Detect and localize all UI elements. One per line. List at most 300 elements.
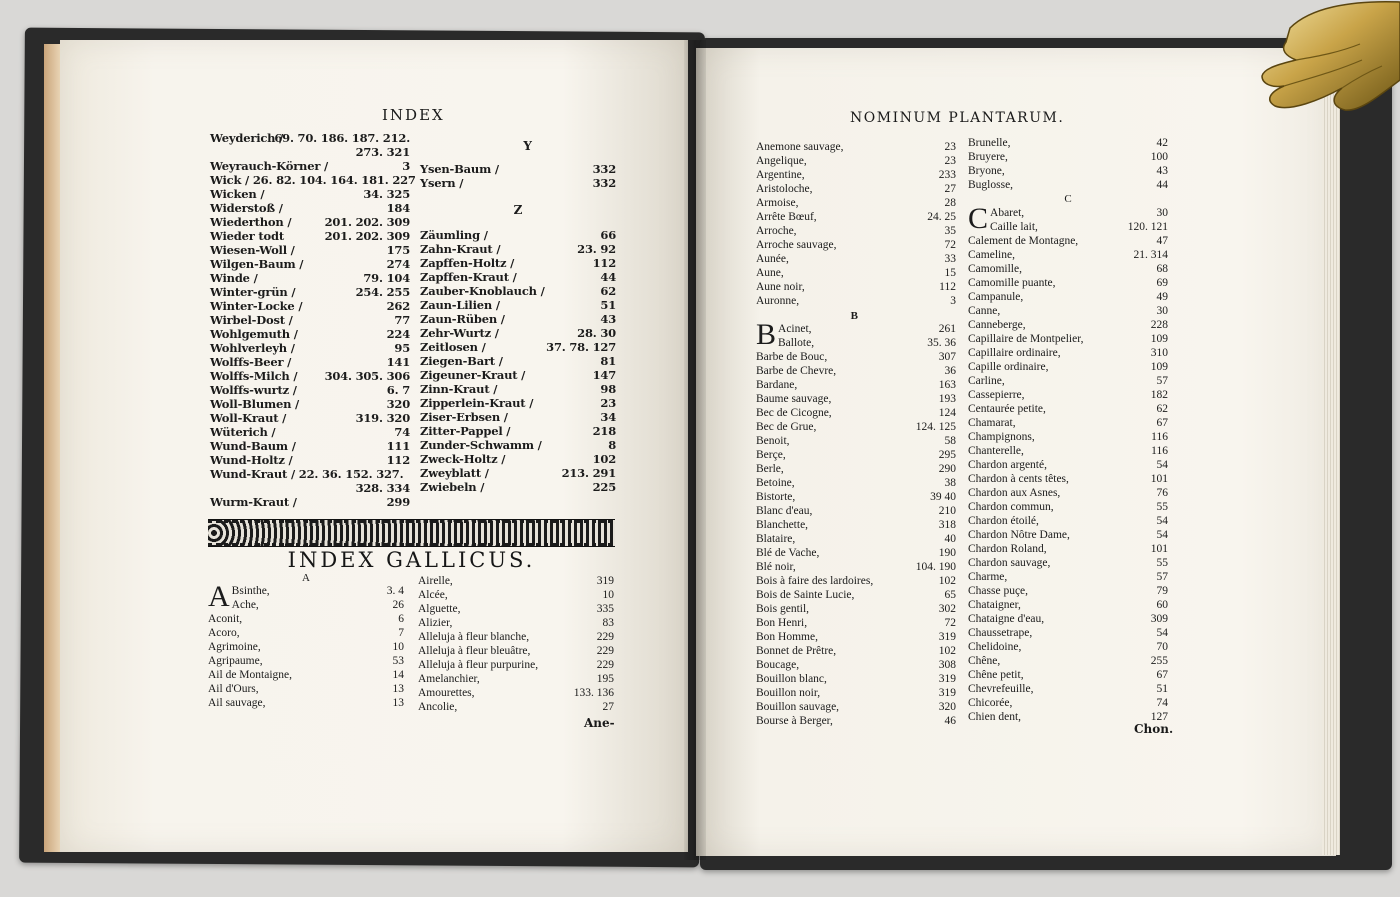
entry-term: Zapffen-Holtz /: [420, 256, 515, 270]
index-entry: [756, 140, 956, 154]
entry-page-number: 38: [944, 477, 956, 489]
index-entry: [968, 472, 1168, 486]
entry-page-number: 51: [600, 298, 616, 312]
entry-term: Zweyblatt /: [420, 466, 489, 480]
entry-page-number: 30: [1156, 207, 1168, 219]
entry-term: Zweck-Holtz /: [420, 452, 506, 466]
index-entry: [210, 173, 416, 187]
entry-page-number: 6: [398, 613, 404, 625]
entry-page-number: 47: [1156, 235, 1168, 247]
entry-term: Argentine,: [756, 169, 805, 181]
entry-page-number: 109: [1150, 333, 1168, 345]
entry-term: Canneberge,: [968, 319, 1026, 331]
entry-term: Chasse puçe,: [968, 585, 1029, 597]
index-entry: [420, 162, 616, 176]
index-entry: [420, 368, 616, 382]
entry-page-number: 213. 291: [561, 466, 616, 480]
index-entry: [420, 354, 616, 368]
entry-term: Boucage,: [756, 659, 800, 671]
entry-page-number: 23: [600, 396, 616, 410]
entry-page-number: 69. 70. 186. 187. 212.: [274, 131, 410, 145]
entry-page-number: 124. 125: [915, 421, 956, 433]
entry-page-number: 23. 92: [577, 242, 616, 256]
entry-term: Wolffs-wurtz /: [210, 383, 297, 397]
entry-term: Carline,: [968, 375, 1005, 387]
index-entry: [418, 686, 614, 700]
entry-term: Amelanchier,: [418, 673, 480, 685]
entry-page-number: 7: [398, 627, 404, 639]
entry-page-number: 35: [944, 225, 956, 237]
entry-page-number: 299: [386, 495, 410, 509]
french-a-entries: [756, 140, 956, 308]
entry-page-number: 58: [944, 435, 956, 447]
entry-page-number: 28: [944, 197, 956, 209]
entry-term: Wohlgemuth /: [210, 327, 298, 341]
entry-term: Barbe de Chevre,: [756, 365, 837, 377]
index-entry: [968, 346, 1168, 360]
index-entry: [756, 518, 956, 532]
entry-page-number: 39 40: [930, 491, 956, 503]
index-entry: [756, 462, 956, 476]
entry-term: Betoine,: [756, 477, 795, 489]
entry-term: Calement de Montagne,: [968, 235, 1079, 247]
entry-term: Chardon étoilé,: [968, 515, 1039, 527]
entry-page-number: 104. 190: [915, 561, 956, 573]
index-entry: [968, 150, 1168, 164]
entry-page-number: 44: [1156, 179, 1168, 191]
index-entry: [968, 528, 1168, 542]
entry-page-number: 102: [938, 645, 956, 657]
entry-term: Wohlverleyh /: [210, 341, 295, 355]
index-entry: [968, 570, 1168, 584]
entry-term: Capillaire ordinaire,: [968, 347, 1061, 359]
entry-term: Bouillon blanc,: [756, 673, 827, 685]
index-gallicus-title: INDEX GALLICUS.: [287, 548, 536, 572]
entry-term: Wüterich /: [210, 425, 276, 439]
entry-page-number: 15: [944, 267, 956, 279]
entry-page-number: 225: [592, 480, 616, 494]
index-entry: [756, 252, 956, 266]
entry-page-number: 228: [1150, 319, 1168, 331]
entry-term: Zwiebeln /: [420, 480, 485, 494]
index-entry: [756, 406, 956, 420]
entry-page-number: 229: [596, 631, 614, 643]
index-entry: [210, 411, 410, 425]
entry-page-number: 74: [394, 425, 410, 439]
entry-page-number: 124: [938, 407, 956, 419]
entry-page-number: 141: [386, 355, 410, 369]
entry-term: Chicorée,: [968, 697, 1013, 709]
entry-page-number: 184: [386, 201, 410, 215]
index-entry: [968, 402, 1168, 416]
drop-capital: A: [208, 580, 230, 613]
entry-page-number: 69: [1156, 277, 1168, 289]
index-entry: [968, 444, 1168, 458]
index-entry: [968, 136, 1168, 150]
index-entry: [420, 340, 616, 354]
index-entry: [420, 438, 616, 452]
entry-term: Zaun-Rüben /: [420, 312, 505, 326]
entry-term: Chardon Nôtre Dame,: [968, 529, 1070, 541]
entry-term: Zahn-Kraut /: [420, 242, 501, 256]
entry-page-number: 54: [1156, 627, 1168, 639]
entry-page-number: 109: [1150, 361, 1168, 373]
entry-page-number: 332: [592, 162, 616, 176]
entry-term: Bois gentil,: [756, 603, 810, 615]
french-c-entries: [968, 202, 1168, 724]
index-entry: [756, 350, 956, 364]
entry-term: Chardon Roland,: [968, 543, 1047, 555]
index-entry: [420, 396, 616, 410]
entry-term: Wund-Baum /: [210, 439, 296, 453]
index-entry: [756, 154, 956, 168]
entry-term: Capille ordinaire,: [968, 361, 1049, 373]
entry-term: Chardon à cents têtes,: [968, 473, 1069, 485]
index-entry: [210, 467, 410, 481]
entry-term: Acoro,: [208, 627, 240, 639]
entry-page-number: 116: [1151, 431, 1168, 443]
index-entry: [756, 434, 956, 448]
entry-term: Winde /: [210, 271, 258, 285]
entry-term: Wicken /: [210, 187, 265, 201]
index-entry: [968, 626, 1168, 640]
index-entry: [210, 243, 410, 257]
letter-heading-z: Z: [513, 203, 523, 217]
entry-term: Ail sauvage,: [208, 697, 266, 709]
entry-term: Ballote,: [778, 337, 815, 349]
index-entry: [208, 682, 404, 696]
entry-term: Berçe,: [756, 449, 786, 461]
index-entry: [756, 686, 956, 700]
entry-term: Alleluja à fleur bleuâtre,: [418, 645, 531, 657]
index-entry: [756, 378, 956, 392]
ornamental-border: [208, 519, 615, 547]
index-entry: [420, 256, 616, 270]
entry-term: Wilgen-Baum /: [210, 257, 304, 271]
entry-term: Woll-Blumen /: [210, 397, 300, 411]
index-entry: [756, 182, 956, 196]
index-entry: [756, 616, 956, 630]
entry-term: Chaussetrape,: [968, 627, 1033, 639]
entry-page-number: 49: [1156, 291, 1168, 303]
entry-term: Bistorte,: [756, 491, 796, 503]
entry-term: Winter-Locke /: [210, 299, 303, 313]
entry-term: Blanchette,: [756, 519, 809, 531]
index-entry: [756, 238, 956, 252]
entry-page-number: 112: [386, 453, 410, 467]
index-entry: [420, 176, 616, 190]
index-entry: [210, 131, 410, 145]
entry-page-number: 43: [1156, 165, 1168, 177]
entry-page-number: 262: [386, 299, 410, 313]
entry-term: Bonnet de Prêtre,: [756, 645, 837, 657]
entry-page-number: 163: [938, 379, 956, 391]
entry-page-number: 76: [1156, 487, 1168, 499]
index-entry: [968, 248, 1168, 262]
entry-page-number: 102: [592, 452, 616, 466]
entry-page-number: 309: [1150, 613, 1168, 625]
entry-page-number: 67: [1156, 669, 1168, 681]
entry-term: Widerstoß /: [210, 201, 283, 215]
index-entry: [420, 284, 616, 298]
index-entry: [420, 424, 616, 438]
index-entry: [968, 430, 1168, 444]
entry-page-number: 98: [600, 382, 616, 396]
entry-term: Bon Henri,: [756, 617, 808, 629]
letter-heading-c: C: [1064, 193, 1072, 205]
entry-page-number: 44: [600, 270, 616, 284]
entry-page-number: 193: [938, 393, 956, 405]
entry-page-number: 127: [1150, 711, 1168, 723]
entry-term: Alcée,: [418, 589, 448, 601]
entry-page-number: 6. 7: [386, 383, 410, 397]
entry-page-number: 112: [939, 281, 956, 293]
entry-term: Ysen-Baum /: [420, 162, 499, 176]
index-entry: [756, 714, 956, 728]
entry-page-number: 79. 104: [363, 271, 410, 285]
entry-term: Weyrauch-Körner /: [210, 159, 328, 173]
entry-page-number: 81: [600, 354, 616, 368]
index-entry: [756, 560, 956, 574]
index-entry: [968, 542, 1168, 556]
index-entry: [210, 439, 410, 453]
entry-term: Amourettes,: [418, 687, 475, 699]
entry-page-number: 13: [392, 697, 404, 709]
index-entry: [418, 588, 614, 602]
entry-term: Ail de Montaigne,: [208, 669, 292, 681]
index-entry: [420, 298, 616, 312]
entry-term: Ziser-Erbsen /: [420, 410, 508, 424]
entry-page-number: 274: [386, 257, 410, 271]
entry-page-number: 10: [602, 589, 614, 601]
index-entry: [756, 476, 956, 490]
index-entry: [208, 612, 404, 626]
index-entry: [968, 612, 1168, 626]
entry-page-number: 328. 334: [355, 481, 410, 495]
entry-term: Zigeuner-Kraut /: [420, 368, 526, 382]
index-entry: [210, 215, 410, 229]
entry-term: Bsinthe,: [231, 585, 270, 597]
index-entry: [756, 448, 956, 462]
drop-capital: B: [756, 318, 777, 351]
index-entry: [968, 332, 1168, 346]
index-entry: [208, 626, 404, 640]
entry-term: Arroche sauvage,: [756, 239, 837, 251]
index-entry: [210, 313, 410, 327]
index-entry: [210, 327, 410, 341]
index-entry: [756, 630, 956, 644]
entry-term: Alizier,: [418, 617, 453, 629]
entry-page-number: 224: [386, 327, 410, 341]
index-entry: [418, 672, 614, 686]
entry-page-number: 27: [602, 701, 614, 713]
index-entry: [418, 574, 614, 588]
index-entry: [210, 369, 410, 383]
entry-page-number: 3: [950, 295, 956, 307]
index-entry: [756, 168, 956, 182]
index-entry: [968, 696, 1168, 710]
index-entry: [208, 668, 404, 682]
entry-term: Chataigner,: [968, 599, 1021, 611]
index-entry: [968, 654, 1168, 668]
index-entry: [968, 486, 1168, 500]
entry-term: Ancolie,: [418, 701, 458, 713]
index-entry: [968, 178, 1168, 192]
entry-page-number: 34. 325: [363, 187, 410, 201]
index-entry: [756, 700, 956, 714]
index-entry: [420, 466, 616, 480]
index-entry: [968, 584, 1168, 598]
entry-page-number: 229: [596, 659, 614, 671]
entry-page-number: 201. 202. 309: [324, 215, 410, 229]
entry-term: Chien dent,: [968, 711, 1022, 723]
entry-page-number: 233: [938, 169, 956, 181]
entry-term: Ail d'Ours,: [208, 683, 259, 695]
entry-page-number: 54: [1156, 459, 1168, 471]
entry-page-number: 60: [1156, 599, 1168, 611]
index-entry: [968, 360, 1168, 374]
index-entry: [420, 452, 616, 466]
index-entry: [756, 490, 956, 504]
entry-term: Caille lait,: [990, 221, 1038, 233]
catchword-left: Ane-: [584, 716, 615, 730]
entry-term: Aune noir,: [756, 281, 805, 293]
index-entry: [756, 602, 956, 616]
entry-term: Arroche,: [756, 225, 797, 237]
entry-page-number: 55: [1156, 501, 1168, 513]
index-entry: [756, 644, 956, 658]
index-entry: [420, 410, 616, 424]
entry-page-number: 53: [392, 655, 404, 667]
entry-page-number: 57: [1156, 571, 1168, 583]
letter-heading-y: Y: [523, 139, 532, 153]
entry-term: Chanterelle,: [968, 445, 1024, 457]
index-entry: [418, 602, 614, 616]
index-entry: [968, 304, 1168, 318]
running-head-left: INDEX: [382, 106, 445, 124]
entry-term: Weyderich /: [210, 131, 284, 145]
entry-page-number: 335: [596, 603, 614, 615]
entry-page-number: 23: [944, 155, 956, 167]
entry-term: Wolffs-Milch /: [210, 369, 298, 383]
entry-page-number: 175: [386, 243, 410, 257]
entry-term: Champignons,: [968, 431, 1035, 443]
index-entry: [210, 271, 410, 285]
index-entry: [420, 312, 616, 326]
index-entry: [210, 145, 410, 159]
entry-term: Bruyere,: [968, 151, 1008, 163]
page-edge-left: [44, 44, 60, 852]
entry-page-number: 77: [394, 313, 410, 327]
index-entry: [968, 682, 1168, 696]
entry-page-number: 54: [1156, 515, 1168, 527]
french-column-1: [756, 140, 956, 728]
entry-term: Aunée,: [756, 253, 789, 265]
entry-page-number: 43: [600, 312, 616, 326]
index-entry: [420, 242, 616, 256]
entry-page-number: 35. 36: [927, 337, 956, 349]
entry-term: Wund-Holtz /: [210, 453, 293, 467]
index-entry: [210, 341, 410, 355]
index-entry: [210, 159, 410, 173]
entry-term: Brunelle,: [968, 137, 1011, 149]
entry-term: Blanc d'eau,: [756, 505, 813, 517]
entry-page-number: 3: [402, 159, 410, 173]
entry-term: Bourse à Berger,: [756, 715, 833, 727]
entry-term: Agripaume,: [208, 655, 263, 667]
entry-page-number: 210: [938, 505, 956, 517]
entry-page-number: 67: [1156, 417, 1168, 429]
index-entry: [208, 598, 404, 612]
index-entry: [756, 280, 956, 294]
german-index-column-2: [420, 138, 616, 494]
entry-term: Chamarat,: [968, 417, 1016, 429]
entry-term: Chardon aux Asnes,: [968, 487, 1061, 499]
entry-term: Cassepierre,: [968, 389, 1025, 401]
entry-page-number: 195: [596, 673, 614, 685]
entry-term: Buglosse,: [968, 179, 1014, 191]
entry-term: Ziegen-Bart /: [420, 354, 503, 368]
entry-page-number: 273. 321: [355, 145, 410, 159]
entry-term: Chelidoine,: [968, 641, 1022, 653]
entry-term: Airelle,: [418, 575, 453, 587]
entry-page-number: 319. 320: [355, 411, 410, 425]
german-index-column-1: [210, 131, 416, 509]
index-entry: [420, 382, 616, 396]
entry-term: Wieder todt: [210, 229, 284, 243]
entry-page-number: 28. 30: [577, 326, 616, 340]
entry-page-number: 254. 255: [355, 285, 410, 299]
index-entry: [418, 644, 614, 658]
index-entry: [756, 364, 956, 378]
entry-term: Abaret,: [990, 207, 1025, 219]
entry-page-number: 295: [938, 449, 956, 461]
entry-page-number: 36: [944, 365, 956, 377]
brass-hand-clip: [1250, 0, 1400, 120]
entry-page-number: 182: [1150, 389, 1168, 401]
entry-term: Wund-Kraut / 22. 36. 152. 327.: [210, 467, 404, 481]
entry-term: Chardon argenté,: [968, 459, 1047, 471]
entry-page-number: 116: [1151, 445, 1168, 457]
index-entry: [210, 481, 410, 495]
french-b-entries: [756, 318, 956, 728]
index-entry: [418, 700, 614, 714]
entry-term: Cameline,: [968, 249, 1015, 261]
letter-heading-b: B: [850, 310, 858, 322]
catchword-right: Chon.: [1134, 722, 1174, 736]
entry-term: Camomille puante,: [968, 277, 1056, 289]
entry-term: Wurm-Kraut /: [210, 495, 297, 509]
entry-page-number: 290: [938, 463, 956, 475]
entry-page-number: 320: [386, 397, 410, 411]
entry-term: Arrête Bœuf,: [756, 211, 817, 223]
entry-term: Winter-grün /: [210, 285, 296, 299]
index-entry: [210, 355, 410, 369]
entry-term: Zehr-Wurtz /: [420, 326, 499, 340]
index-entry: [210, 383, 410, 397]
entry-page-number: 218: [592, 424, 616, 438]
entry-page-number: 66: [600, 228, 616, 242]
gallicus-column-1: [208, 572, 404, 710]
entry-term: Capillaire de Montpelier,: [968, 333, 1084, 345]
entry-term: Chardon commun,: [968, 501, 1054, 513]
entry-page-number: 33: [944, 253, 956, 265]
entry-page-number: 320: [938, 701, 956, 713]
index-entry: [210, 229, 410, 243]
index-entry: [968, 556, 1168, 570]
entry-page-number: 83: [602, 617, 614, 629]
entry-page-number: 319: [938, 687, 956, 699]
